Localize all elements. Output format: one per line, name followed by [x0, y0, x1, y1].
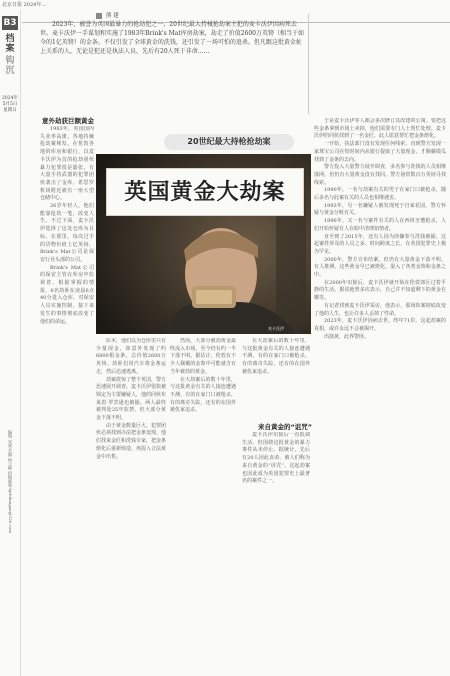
article-column-1 — [40, 126, 94, 666]
issue-weekday: 星期日 — [3, 108, 17, 113]
headline-box — [106, 168, 304, 216]
paragraph: 1983年，英国国内失业率高涨，各地持械抢劫案频发。在伦敦各地的库房和银行，以麦卡沃伊为首的抢劫团伙暴力犯罪很是嚣张，有大量手持武器的犯罪团伙袭击了金库。希思罗机场附近就有一座大型仓储中心。 — [40, 126, 94, 202]
paragraph: 于是麦卡沃伊等人都会多次修订其改建的公寓。要把这些金条拿到市场上卖掉，他们需要专门人士帮忙处理。麦卡沃伊的同伙找到了一名金匠，此人愿意帮忙把金条熔化。 — [314, 118, 446, 140]
paragraph: 警方投入大量警力展开调查，多名参与洗钱的人员相继落网，但仍有大量黄金没有找回。警方悬赏数百万英镑寻找线索。 — [314, 164, 446, 186]
paragraph: 麦卡沃伊出狱后一直低调生活，但围绕这批黄金的暴力事件从未停止。据统计，先后有20人因此丧命，被人们称为来自黄金的“诅咒”。这起劫案也因此成为英国犯罪史上最著名的案件之一。 — [242, 432, 310, 485]
paragraph: 2000年，警方宣布结案，但仍有大量黄金下落不明。有人推测，这些黄金早已被熔化，混入了各类金饰和金条之中。 — [314, 256, 446, 279]
lead-paragraph: 2023年，被誉为英国最暴力的抢劫犯之一、20世纪最大持械抢劫案主犯的麦卡沃伊因病死去世。麦卡沃伊一手谋划和实施了1983年Brink's Mat库房劫案，劫走了价值2600万英镑（相当于如今的1亿英镑）的金条。不仅引发了全球黄金的洗钱，还引发了一场可怕的追杀。但凡跟这批黄金扯上关系的人，无论是犯还是执法人员，先后有20人死于非命…… — [40, 21, 305, 55]
page-code: B3 — [3, 18, 17, 28]
subhead-accident: 意外劫获巨额黄金 — [42, 117, 94, 125]
paragraph: 直至到了2015年，还有人因为涉嫌参与洗钱被捕。这起案件涉及的人员之多、时间跨度之长，在英国犯罪史上极为罕见。 — [314, 233, 446, 255]
column-divider — [308, 14, 309, 114]
paragraph: 1990年，一名与劫案有关的男子在家门口被枪杀，随后多名与此案有关的人员也相继遇害。 — [314, 187, 446, 202]
paragraph: 1993年，另一名嫌疑人被发现死于自家花园，警方怀疑与黄金分赃有关。 — [314, 202, 446, 217]
paragraph: 然而，大部分被劫黄金最终流入市场，至今仍有约一半下落不明。据估计，伦敦有不少人佩戴的金饰中可能就含有当年被劫的黄金。 — [170, 338, 236, 375]
issue-day: 5月5日 — [2, 102, 18, 107]
issue-date — [2, 96, 18, 114]
article-column-5 — [314, 118, 446, 670]
section-title: 档案 — [5, 34, 15, 54]
article-column-3 — [170, 338, 236, 668]
paragraph: 由于黄金数量巨大，犯罪团伙必须找到办法把金条变现。他们找来金匠和洗钱专家，把金条熔化后重新铸造，再混入合法黄金中出售。 — [96, 422, 166, 460]
paragraph: 劫案震惊了整个英国，警方迅速展开调查。麦卡沃伊很快被锁定为主要嫌疑人，他的同伙布莱恩·罗宾逊也被捕。两人最终被判处25年监禁，但大部分黄金下落不明。 — [96, 376, 166, 422]
paragraph: 26岁年轻人，他们能靠抢劫一笔，改变人生。不过下面，麦卡沃伊选择了这处仓库为目标。在那里，每次过手的货物价值上亿英镑，Brink's Mat公司是保安行业头部的公司。 — [40, 203, 94, 263]
paragraph: 有记者找到麦卡沃伊采访，他表示，那场劫案彻底改变了他的人生，也让许多人丢掉了性命。 — [314, 302, 446, 317]
paragraph: 1996年，又一名与案件有关的人在西班牙遭枪杀，人们开始怀疑有人在暗中清理知情者。 — [314, 218, 446, 232]
photo-caption: 麦卡沃伊 — [268, 326, 284, 331]
paragraph: 2023年，麦卡沃伊因病去世，终年71岁。这起劫案的真相，或许永远不会被揭开。 — [314, 318, 446, 332]
headline: 英国黄金大劫案 — [124, 179, 286, 205]
article-column-4 — [242, 432, 310, 668]
article-column-4-top — [242, 338, 310, 418]
editor-credits: 编辑 宋溪 美编 杨云峰 投稿邮箱:bjrbdangan@126.com — [8, 430, 13, 534]
article-deck: 20世纪最大持枪抢劫案 — [164, 134, 294, 150]
paragraph: 在大劫案后的数十年里，与这批黄金有关的人接连遭遇不测，有的在家门口被枪杀，有的离奇失踪，还有的在国外被仇家追杀。 — [170, 376, 236, 414]
paragraph: 原本，他们以为仓库里只有少量现金，却意外发现了约6800根金条，总价值2600万英镑。劫匪们用汽车将金条运走，然后迅速逃离。 — [96, 338, 166, 375]
paragraph: 在2000年出狱后，麦卡沃伊就开始在伦敦郊区过着平静的生活。据说他曾多次表示，自己并不知道剩下的黄金在哪里。 — [314, 279, 446, 302]
article-column-2 — [96, 338, 166, 668]
author-name: 熊 建 — [106, 13, 119, 19]
section-subtitle: 钩沉 — [5, 56, 15, 76]
issue-year: 2024年 — [2, 96, 18, 101]
paragraph: 一开始，执法部门没有发现任何线索。直到警方发现一家珠宝公司在短时间内从银行提取了大量现金，才顺藤摸瓜找到了金条的去向。 — [314, 141, 446, 163]
newspaper-topline — [0, 0, 450, 10]
author-marker-icon — [96, 13, 102, 19]
page-sidebar — [0, 10, 21, 676]
newspaper-name: 北京日报 2024年… — [2, 2, 47, 8]
paragraph: Brink's Mat公司的保安主管在库房中监视着，根据掌握的情报，6名劫匪在凌晨6点40分进入仓库，对保安人员实施控制，接下来发生的事情彻底改变了他们的命运。 — [40, 264, 94, 325]
subhead-curse: 来自黄金的“诅咒” — [258, 423, 313, 431]
paragraph: 出演黄，此界警匪。 — [324, 333, 370, 340]
paragraph: 在大劫案后的数十年里，与这批黄金有关的人接连遭遇不测，有的在家门口被枪杀，有的离奇失踪，还有的在国外被仇家追杀。 — [242, 338, 310, 375]
